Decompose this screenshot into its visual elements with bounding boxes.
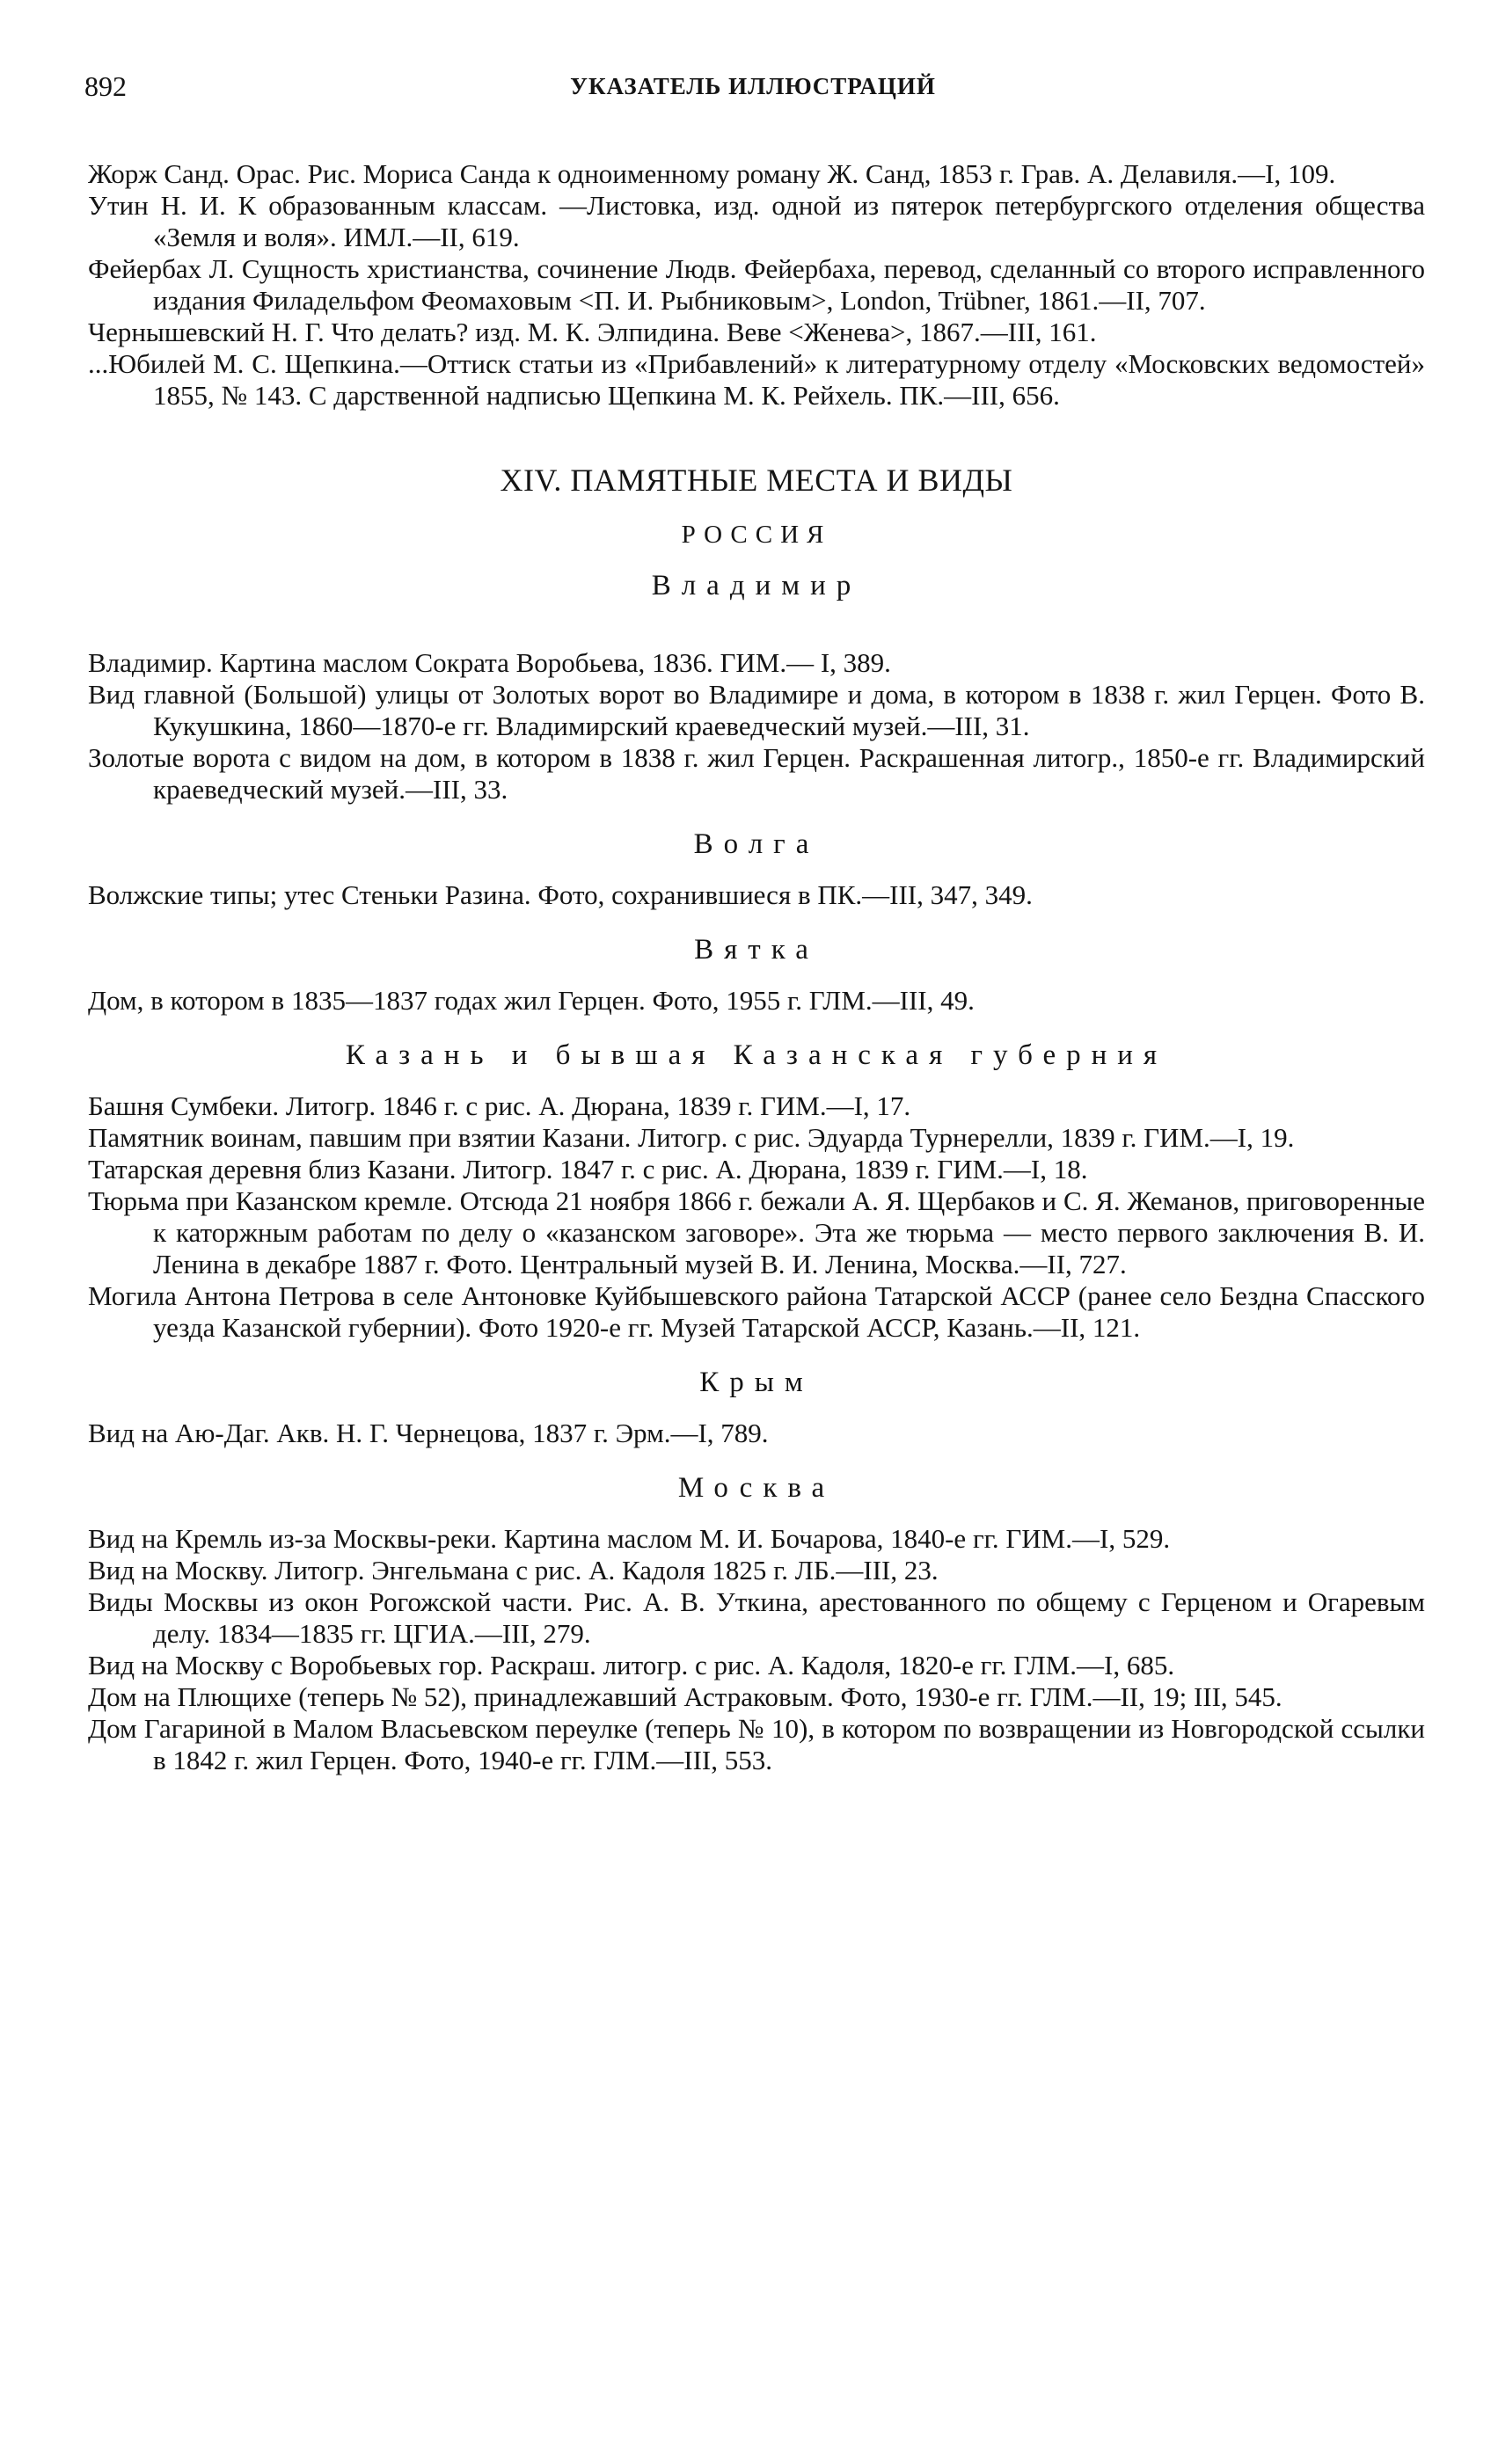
index-entry: Волжские типы; утес Стеньки Разина. Фото, сохранившиеся в ПК.—III, 347, 349. bbox=[88, 879, 1033, 910]
index-entry: Виды Москвы из окон Рогожской части. Рис. А. В. Уткина, арестованного по общему с Герценом и Огаревым делу. 1834—1835 гг. ЦГИА.—III, 279. bbox=[88, 1586, 1425, 1649]
index-entry: Жорж Санд. Орас. Рис. Мориса Санда к одноименному роману Ж. Санд, 1853 г. Грав. А. Делавиля.—I, 109. bbox=[88, 158, 1336, 189]
running-title: УКАЗАТЕЛЬ ИЛЛЮСТРАЦИЙ bbox=[570, 73, 936, 99]
index-entry: Фейербах Л. Сущность христианства, сочинение Людв. Фейербаха, перевод, сделанный со второго исправленного издания Филадельфом Феомаховым <П. И. Рыбниковым>, London, Trübner, 1861.—II, 707. bbox=[88, 253, 1425, 316]
section-title: XIV. ПАМЯТНЫЕ МЕСТА И ВИДЫ bbox=[500, 463, 1013, 498]
index-entry: Вид на Аю-Даг. Акв. Н. Г. Чернецова, 1837 г. Эрм.—I, 789. bbox=[88, 1418, 769, 1448]
city-heading: Москва bbox=[677, 1472, 836, 1504]
index-entry: Чернышевский Н. Г. Что делать? изд. М. К. Элпидина. Веве <Женева>, 1867.—III, 161. bbox=[88, 317, 1097, 347]
index-content bbox=[88, 158, 1425, 1776]
city-heading: Казань и бывшая Казанская губерния bbox=[345, 1039, 1168, 1071]
index-entry: Утин Н. И. К образованным классам. —Листовка, изд. одной из пятерок петербургского отделения общества «Земля и воля». ИМЛ.—II, 619. bbox=[88, 190, 1425, 252]
index-entry: Владимир. Картина маслом Сократа Воробьева, 1836. ГИМ.— I, 389. bbox=[88, 647, 891, 678]
index-entry: Могила Антона Петрова в селе Антоновке Куйбышевского района Татарской АССР (ранее село Бездна Спасского уезда Казанской губернии). Фото 1920-е гг. Музей Татарской АССР, Казань.—II, 121. bbox=[88, 1280, 1425, 1343]
city-heading: Крым bbox=[699, 1367, 814, 1398]
index-entry: Татарская деревня близ Казани. Литогр. 1847 г. с рис. А. Дюрана, 1839 г. ГИМ.—I, 18. bbox=[88, 1154, 1088, 1185]
index-entry: Башня Сумбеки. Литогр. 1846 г. с рис. А. Дюрана, 1839 г. ГИМ.—I, 17. bbox=[88, 1090, 911, 1121]
index-entry: Золотые ворота с видом на дом, в котором в 1838 г. жил Герцен. Раскрашенная литогр., 1850-е гг. Владимирский краеведческий музей.—III, 33. bbox=[88, 742, 1425, 805]
index-entry: Дом на Плющихе (теперь № 52), принадлежавший Астраковым. Фото, 1930-е гг. ГЛМ.—II, 19; III, 545. bbox=[88, 1681, 1282, 1712]
page-number: 892 bbox=[84, 70, 127, 102]
city-heading: Волга bbox=[693, 828, 820, 860]
city-heading: Вятка bbox=[694, 934, 819, 966]
region-heading: РОССИЯ bbox=[681, 521, 832, 549]
index-entry: ...Юбилей М. С. Щепкина.—Оттиск статьи из «Прибавлений» к литературному отделу «Московских ведомостей» 1855, № 143. С дарственной надписью Щепкина М. К. Рейхель. ПК.—III, 656. bbox=[88, 348, 1425, 411]
index-entry: Памятник воинам, павшим при взятии Казани. Литогр. с рис. Эдуарда Турнерелли, 1839 г. ГИМ.—I, 19. bbox=[88, 1122, 1295, 1153]
index-entry: Вид главной (Большой) улицы от Золотых ворот во Владимире и дома, в котором в 1838 г. жил Герцен. Фото В. Кукушкина, 1860—1870-е гг. Владимирский краеведческий музей.—III, 31. bbox=[88, 679, 1425, 741]
index-entry: Дом Гагариной в Малом Власьевском переулке (теперь № 10), в котором по возвращении из Новгородской ссылки в 1842 г. жил Герцен. Фото, 1940-е гг. ГЛМ.—III, 553. bbox=[88, 1713, 1425, 1775]
index-entry: Вид на Москву с Воробьевых гор. Раскраш. литогр. с рис. А. Кадоля, 1820-е гг. ГЛМ.—I, 685. bbox=[88, 1650, 1175, 1680]
index-entry: Вид на Москву. Литогр. Энгельмана с рис. А. Кадоля 1825 г. ЛБ.—III, 23. bbox=[88, 1555, 939, 1586]
running-head bbox=[84, 70, 1421, 106]
index-entry: Дом, в котором в 1835—1837 годах жил Герцен. Фото, 1955 г. ГЛМ.—III, 49. bbox=[88, 985, 975, 1016]
city-heading: Владимир bbox=[651, 570, 862, 601]
index-entry: Вид на Кремль из-за Москвы-реки. Картина маслом М. И. Бочарова, 1840-е гг. ГИМ.—I, 529. bbox=[88, 1523, 1171, 1554]
index-entry: Тюрьма при Казанском кремле. Отсюда 21 ноября 1866 г. бежали А. Я. Щербаков и С. Я. Жеманов, приговоренные к каторжным работам по делу о «казанском заговоре». Эта же тюрьма — место первого заключения В. И. Ленина в декабре 1887 г. Фото. Центральный музей В. И. Ленина, Москва.—II, 727. bbox=[88, 1185, 1425, 1279]
